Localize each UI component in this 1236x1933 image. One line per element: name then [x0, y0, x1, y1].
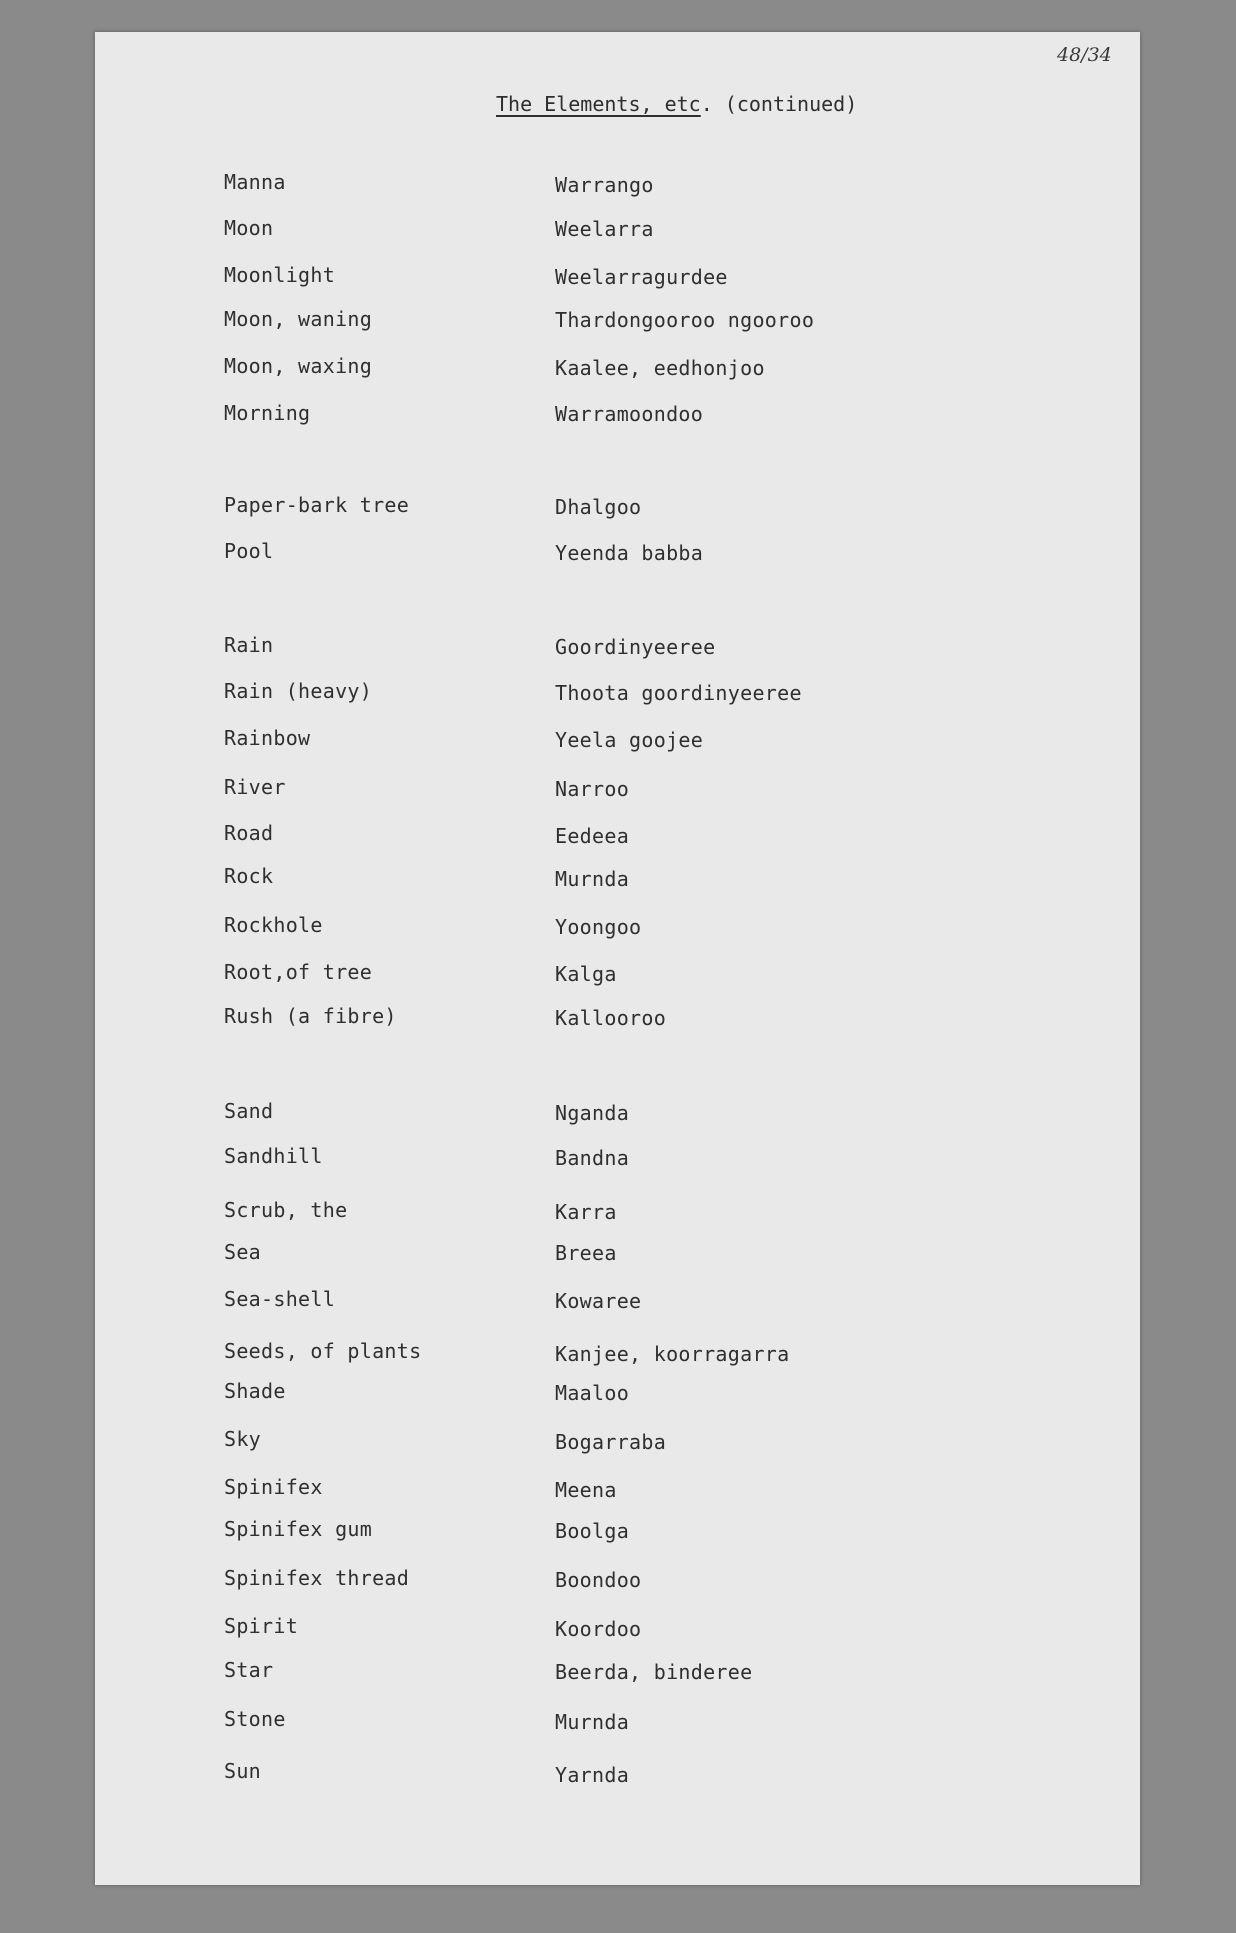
- native-word: Bogarraba: [555, 1430, 667, 1454]
- english-word: Road: [224, 821, 274, 845]
- english-word: Spinifex: [224, 1475, 323, 1499]
- native-word: Bandna: [555, 1146, 630, 1170]
- native-word: Kanjee, koorragarra: [555, 1342, 790, 1366]
- page-number: 48/34: [1057, 44, 1112, 66]
- native-word: Boolga: [555, 1519, 630, 1543]
- native-word: Yarnda: [555, 1763, 630, 1787]
- native-word: Eedeea: [555, 824, 630, 848]
- english-word: Sandhill: [224, 1144, 323, 1168]
- english-word: Rain (heavy): [224, 679, 373, 703]
- native-word: Beerda, binderee: [555, 1660, 753, 1684]
- native-word: Koordoo: [555, 1617, 642, 1641]
- native-word: Warramoondoo: [555, 402, 704, 426]
- english-word: Scrub, the: [224, 1198, 348, 1222]
- page-heading: [496, 92, 857, 116]
- english-word: Rush (a fibre): [224, 1004, 397, 1028]
- english-word: Root,of tree: [224, 960, 373, 984]
- native-word: Murnda: [555, 1710, 630, 1734]
- native-word: Goordinyeeree: [555, 635, 716, 659]
- native-word: Karra: [555, 1200, 617, 1224]
- english-word: Sea-shell: [224, 1287, 336, 1311]
- native-word: Kalga: [555, 962, 617, 986]
- native-word: Nganda: [555, 1101, 630, 1125]
- native-word: Maaloo: [555, 1381, 630, 1405]
- english-word: Moonlight: [224, 263, 336, 287]
- english-word: Sun: [224, 1759, 262, 1783]
- english-word: Moon, waning: [224, 307, 373, 331]
- native-word: Murnda: [555, 867, 630, 891]
- heading-title: The Elements, etc: [496, 92, 701, 116]
- native-word: Weelarra: [555, 217, 654, 241]
- native-word: Boondoo: [555, 1568, 642, 1592]
- english-word: Moon: [224, 216, 274, 240]
- native-word: Warrango: [555, 173, 654, 197]
- english-word: Pool: [224, 539, 274, 563]
- native-word: Kaalee, eedhonjoo: [555, 356, 765, 380]
- english-word: Stone: [224, 1707, 286, 1731]
- english-word: Spinifex gum: [224, 1517, 373, 1541]
- english-word: Morning: [224, 401, 311, 425]
- heading-suffix: . (continued): [700, 92, 858, 116]
- native-word: Yoongoo: [555, 915, 642, 939]
- native-word: Meena: [555, 1478, 617, 1502]
- native-word: Thardongooroo ngooroo: [555, 308, 815, 332]
- english-word: Star: [224, 1658, 274, 1682]
- english-word: Shade: [224, 1379, 286, 1403]
- english-word: Sand: [224, 1099, 274, 1123]
- native-word: Dhalgoo: [555, 495, 642, 519]
- native-word: Weelarragurdee: [555, 265, 728, 289]
- english-word: Seeds, of plants: [224, 1339, 422, 1363]
- english-word: Sea: [224, 1240, 262, 1264]
- english-word: River: [224, 775, 286, 799]
- english-word: Manna: [224, 170, 286, 194]
- native-word: Kallooroo: [555, 1006, 667, 1030]
- english-word: Paper-bark tree: [224, 493, 410, 517]
- english-word: Spirit: [224, 1614, 299, 1638]
- native-word: Breea: [555, 1241, 617, 1265]
- english-word: Rock: [224, 864, 274, 888]
- english-word: Rockhole: [224, 913, 323, 937]
- english-word: Rain: [224, 633, 274, 657]
- native-word: Yeela goojee: [555, 728, 704, 752]
- native-word: Kowaree: [555, 1289, 642, 1313]
- english-word: Sky: [224, 1427, 262, 1451]
- english-word: Rainbow: [224, 726, 311, 750]
- english-word: Spinifex thread: [224, 1566, 410, 1590]
- native-word: Thoota goordinyeeree: [555, 681, 802, 705]
- native-word: Narroo: [555, 777, 630, 801]
- english-word: Moon, waxing: [224, 354, 373, 378]
- native-word: Yeenda babba: [555, 541, 704, 565]
